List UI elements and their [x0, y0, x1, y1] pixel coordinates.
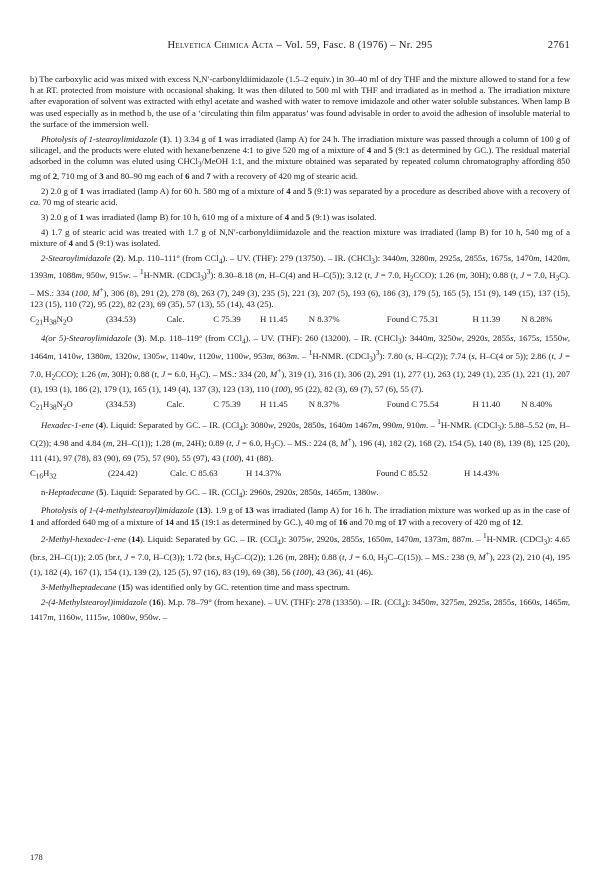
calc-label: Calc.: [166, 398, 185, 409]
calc-c: C 75.39: [213, 398, 241, 409]
found-h: H 11.39: [472, 314, 501, 325]
found-n: N 8.28%: [521, 314, 553, 325]
calc-h: H 11.45: [260, 314, 288, 325]
gap: [358, 399, 387, 414]
paragraph-p11: 2-Methyl-hexadec-1-ene (14). Liquid: Separated by GC. – IR. (CCl$_4$): 3075w, 2920s, 2855s, 1650m, 1470m, 1373m, 887m. – $^1$H-NMR. (CDCl$_3$): 4.65 (br.s, 2H–C(1)); 2.05 (br.t, J = 7.0, H–C(3)); 1.72 (br.s, $H_3C-C(2)$); 1.26 (m, 28H); 0.88 (t, J = 6.0, $H_3C-C(15)$). – MS.: 238 (9, M+), 223 (2), 210 (4), 195 (1), 182 (4), 167 (1), 154 (1), 139 (2), 125 (5), 97 (16), 83 (19), 69 (38), 56 (100), 43 (36), 41 (46).: [30, 532, 571, 578]
paragraph-p4: 3) 2.0 g of 1 was irradiated (lamp B) for 10 h, 610 mg of a mixture of 4 and 5 (9:1) was isolated.: [41, 211, 377, 222]
found-c: Found C 85.52: [376, 467, 428, 478]
journal-name: Helvetica Chimica Acta: [167, 40, 274, 51]
found-c: Found C 75.54: [386, 398, 439, 409]
calc-label: Calc.: [166, 314, 185, 325]
elemental-analysis-f3: [30, 468, 570, 483]
elemental-analysis-f1: [30, 314, 570, 329]
journal-page: [30, 0, 570, 888]
found-h: H 11.40: [472, 398, 501, 409]
paragraph-p13: 2-(4-Methylstearoyl)imidazole (16). M.p. 78–79° (from hexane). – UV. (THF): 278 (13350). – IR. (CCl$_4$): 3450m, 3275m, 2925s, 2855s, 1660s, 1465m, 1417m, 1160w, 1115w, 1080w, 950w. –: [30, 596, 571, 622]
calc-c: C 75.39: [213, 314, 241, 325]
paragraph-p1: b) The carboxylic acid was mixed with excess N,N′-carbonyldiimidazole (1.5–2 equiv.) in 30–40 ml of dry THF and the mixture allowed to stand for a few h at RT. protected from moisture with occasional shaking. It was then diluted to 500 ml with THF and irradiated as in method a. The irradiation mixture after evaporation of solvent was extracted with ethyl acetate and washed with water to remove imidazole and other water soluble substances. When lamp B was used especially as in method b, the use of a ‘circulating thin film apparatus’ was found advisable in order to avoid the adhesion of insoluble material to the surface of the immersion well.: [30, 74, 570, 129]
calc-h: H 11.45: [260, 398, 288, 409]
paragraph-p8: Hexadec-1-ene (4). Liquid: Separated by GC. – IR. (CCl$_4$): 3080w, 2920s, 2850s, 1640m 1467m, 990m, 910m. – $^1$H-NMR. (CDCl$_3$): 5.88–5.52 (m, H–C(2)); 4.98 and 4.84 (m, 2H–C(1)); 1.28 (m, 24H); 0.89 (t, J = 6.0, $H_3C$). – MS.: 224 (8, M+), 196 (4), 182 (2), 168 (2), 154 (5), 140 (8), 139 (8), 125 (20), 111 (41), 97 (78), 83 (90), 69 (75), 57 (90), 55 (97), 43 (100), 41 (88).: [30, 418, 571, 464]
footer-number: 178: [30, 852, 43, 862]
elemental-analysis-f2: [30, 399, 570, 414]
paragraph-p5: 4) 1.7 g of stearic acid was treated with 1.7 g of N,N′-carbonyldiimidazole and the reaction mixture was irradiated (lamp B) for 10 h, 540 mg of a mixture of 4 and 5 (9:1) was isolated.: [30, 226, 570, 248]
formula-name: $C_{21}H_{38}N_2O$: [30, 398, 73, 412]
paragraph-p10: Photolysis of 1-(4-methylstearoyl)imidazole (13). 1.9 g of 13 was irradiated (lamp A) for 16 h. The irradiation mixture was worked up as in the case of 1 and afforded 640 mg of a mixture of 14 and 15 (19:1 as determined by GC.), 40 mg of 16 and 70 mg of 17 with a recovery of 420 mg of 12.: [30, 505, 570, 527]
paragraph-p7: 4(or 5)-Stearoylimidazole (3). M.p. 118–119° (from CCl$_4$). – UV. (THF): 260 (13200). – IR. (CHCl$_3$): 3440m, 3250w, 2920s, 2855s, 1675s, 1550w, 1464m, 1410w, 1380m, 1320w, 1305w, 1140w, 1120w, 1100w, 953m, 863m. – $^1$H-NMR. (CDCl$_3$)$^3$): 7.80 (s, H–C(2)); 7.74 (s, H–C(4 or 5)); 2.86 (t, J = 7.0, $H_2CCO$); 1.26 (m, 30H); 0.88 (t, J = 6.0, $H_3C$). – MS.: 334 (20, M+), 319 (1), 316 (1), 306 (2), 291 (1), 277 (1), 263 (1), 249 (1), 235 (1), 221 (1), 207 (1), 193 (1), 186 (2), 179 (1), 165 (1), 149 (4), 137 (3), 123 (13), 110 (100), 95 (22), 82 (3), 69 (7), 57 (6), 55 (7).: [30, 333, 571, 394]
found-c: Found C 75.31: [386, 314, 439, 325]
paragraph-p6: 2-Stearoylimidazole (2). M.p. 110–111° (from CCl$_4$). – UV. (THF): 279 (13750). – IR. (CHCl$_3$): 3440m, 3280m, 2925s, 2855s, 1675s, 1470m, 1420m, 1393m, 1088m, 950w, 915w. – $^1$H-NMR. (CDCl$_3$)$^3$): 8.30–8.18 (m, H–C(4) and H–C(5)); 3.12 (t, J = 7.0, $H_2CCO$); 1.26 (m, 30H); 0.88 (t, J = 7.0, $H_3C$). – MS.: 334 (100, M+), 306 (8), 291 (2), 278 (8), 263 (7), 249 (3), 235 (5), 221 (3), 207 (5), 193 (6), 186 (3), 179 (5), 165 (5), 151 (9), 149 (15), 137 (15), 123 (15), 110 (72), 95 (22), 82 (23), 69 (35), 57 (13), 55 (14), 43 (25).: [30, 252, 571, 310]
gap: [346, 468, 376, 483]
found-h: H 14.43%: [464, 467, 500, 478]
paragraph-p3: 2) 2.0 g of 1 was irradiated (lamp A) for 60 h. 580 mg of a mixture of 4 and 5 (9:1) was separated by a procedure as described above with a recovery of ca. 70 mg of stearic acid.: [30, 185, 570, 207]
paragraph-p9: n-Heptadecane (5). Liquid: Separated by GC. – IR. (CCl$_4$): 2960s, 2920s, 2850s, 1465m, 1380w.: [41, 486, 379, 500]
formula-mass: (334.53): [106, 314, 136, 325]
calc-n: [296, 468, 346, 483]
paragraph-p12: 3-Methylheptadecane (15) was identified only by GC. retention time and mass spectrum.: [41, 581, 351, 592]
paragraph-p2: Photolysis of 1-stearoylimidazole (1). 1) 3.34 g of 1 was irradiated (lamp A) for 24 h. The irradiation mixture was passed through a column of 100 g of silicagel, and the products were eluted with hexane/benzene 4:1 to give 520 mg of a mixture of 4 and 5 (9:1 as determined by GC.). The residual material adsorbed in the column was eluted using CHCl$_3$/MeOH 1:1, and the mixture obtained was separated by repeated column chromatography affording 850 mg of 2, 710 mg of 3 and 80–90 mg each of 6 and 7 with a recovery of 420 mg of stearic acid.: [30, 133, 570, 181]
gap: [358, 314, 387, 329]
calc-c: Calc. C 85.63: [170, 467, 218, 478]
calc-n: N 8.37%: [308, 314, 340, 325]
page-number: 2761: [547, 40, 570, 51]
calc-h: H 14.37%: [246, 467, 282, 478]
found-n: [514, 468, 564, 483]
formula-name: $C_{21}H_{38}N_2O$: [30, 314, 73, 327]
article-body: [30, 74, 570, 626]
found-n: N 8.40%: [521, 398, 553, 409]
formula-name: $C_{16}H_{32}$: [30, 467, 57, 481]
formula-mass: (224.42): [108, 467, 138, 478]
journal-issue: – Vol. 59, Fasc. 8 (1976) – Nr. 295: [276, 40, 433, 51]
formula-mass: (334.53): [106, 398, 136, 409]
running-header: [30, 40, 570, 56]
calc-n: N 8.37%: [308, 398, 340, 409]
